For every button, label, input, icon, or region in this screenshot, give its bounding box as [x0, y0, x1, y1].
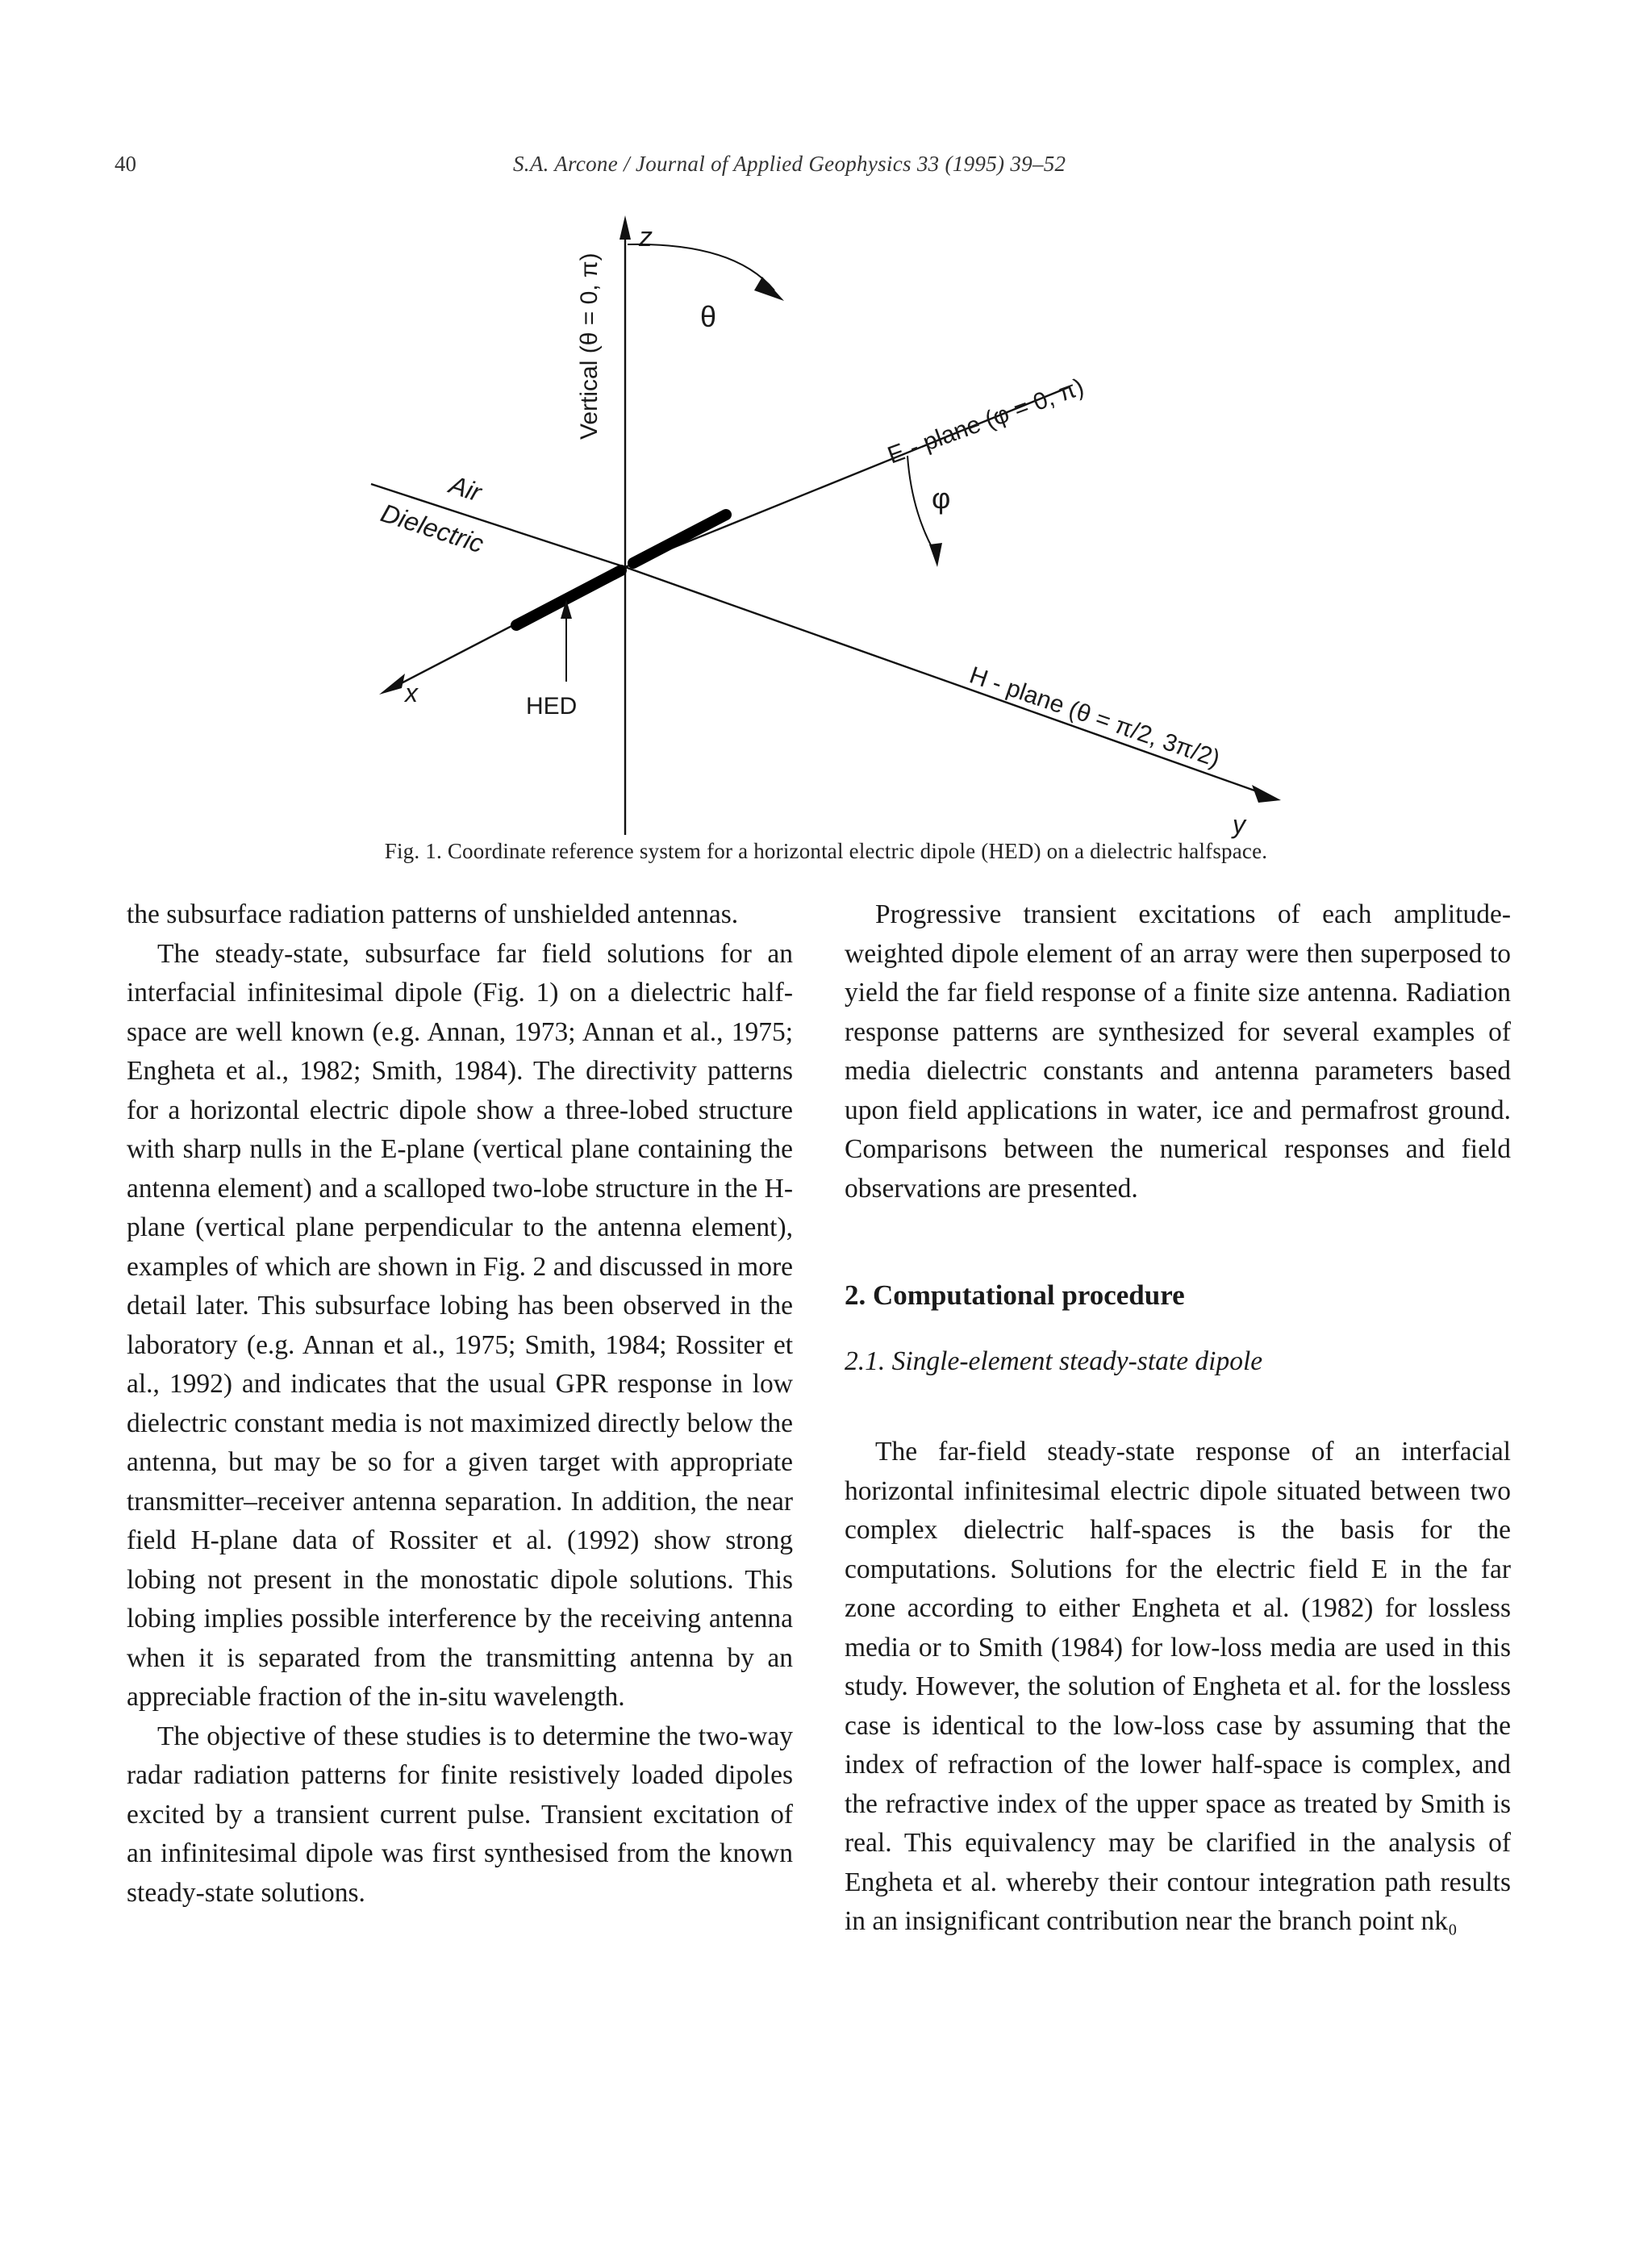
left-paragraph-2: The steady-state, subsurface far field solutions for an interfacial infinitesimal dipole (Fig. 1) on a dielectric half-space are well known (e.g. Annan, 1973; Annan et al., 1975; Engheta et al., 1982; Smith, 1984). The directivity patterns for a horizontal electric dipole show a three-lobed structure with sharp nulls in the E-plane (vertical plane containing the antenna element) and a scalloped two-lobe structure in the H-plane (vertical plane perpendicular to the antenna element), examples of which are shown in Fig. 2 and discussed in more detail later. This subsurface lobing has been observed in the laboratory (e.g. Annan et al., 1975; Smith, 1984; Rossiter et al., 1992) and indicates that the usual GPR response in low dielectric constant media is not maximized directly below the antenna, but may be so for a given target with appropriate transmitter–receiver antenna separation. In addition, the near field H-plane data of Rossiter et al. (1992) show strong lobing not present in the monostatic dipole solutions. This lobing implies possible interference by the receiving antenna when it is separated from the transmitting antenna by an appreciable fraction of the in-situ wavelength. — [127, 938, 793, 1712]
running-head: S.A. Arcone / Journal of Applied Geophysics 33 (1995) 39–52 — [513, 152, 1066, 176]
vertical-label: Vertical (θ = 0, π) — [576, 252, 603, 440]
y-axis-label: y — [1233, 810, 1245, 839]
z-axis-arrow — [620, 215, 631, 240]
left-column — [127, 895, 793, 1913]
page-number: 40 — [115, 152, 136, 176]
y-axis-line — [625, 567, 1270, 796]
air-label: Air — [445, 469, 486, 507]
coordinate-diagram — [355, 206, 1307, 843]
left-paragraph-1: the subsurface radiation patterns of unshielded antennas. — [127, 899, 739, 929]
dipole-element-upper — [633, 515, 726, 563]
x-axis-label: x — [405, 678, 418, 707]
subsection-heading: 2.1. Single-element steady-state dipole — [845, 1346, 1263, 1376]
x-axis-arrow — [379, 674, 405, 695]
e-plane-label: E - plane (φ = 0, π) — [884, 373, 1088, 469]
figure-caption: Fig. 1. Coordinate reference system for a horizontal electric dipole (HED) on a dielectric halfspace. — [384, 839, 1268, 863]
hed-label: HED — [526, 693, 578, 720]
z-axis-label: z — [639, 222, 653, 252]
left-paragraph-3: The objective of these studies is to determine the two-way radar radiation patterns for finite resistively loaded dipoles excited by a transient current pulse. Transient excitation of an infinitesimal dipole was first synthesised from the known steady-state solutions. — [127, 1721, 793, 1908]
h-plane-label: H - plane (θ = π/2, 3π/2) — [966, 661, 1224, 773]
theta-label: θ — [700, 300, 717, 333]
right-paragraph-2: The far-field steady-state response of an interfacial horizontal infinitesimal electric dipole situated between two complex dielectric half-spaces is the basis for the computations. Solutions for the electric field E in the far zone according to either Engheta et al. (1982) for lossless media or to Smith (1984) for low-loss media are used in this study. However, the solution of Engheta et al. for the lossless case is identical to the low-loss case by assuming that the index of refraction of the lower half-space is complex, and the refractive index of the upper space as treated by Smith is real. This equivalency may be clarified in the analysis of Engheta et al. whereby their contour integration path results in an insignificant contribution near the branch point nk₀ — [845, 1437, 1511, 1936]
right-paragraph-1: Progressive transient excitations of each amplitude-weighted dipole element of an array were then superposed to yield the far field response of a finite size antenna. Radiation response patterns are synthesized for several examples of media dielectric constants and antenna parameters based upon field applications in water, ice and permafrost ground. Comparisons between the numerical responses and field observations are presented. — [845, 899, 1511, 1204]
figure-1 — [355, 206, 1307, 843]
theta-arc-arrow — [754, 277, 784, 301]
dielectric-label: Dielectric — [377, 498, 488, 559]
phi-arc-arrow — [929, 543, 942, 567]
section-heading: 2. Computational procedure — [845, 1279, 1185, 1311]
phi-label: φ — [932, 482, 951, 515]
right-column — [845, 895, 1511, 1942]
y-axis-arrow — [1252, 785, 1281, 803]
